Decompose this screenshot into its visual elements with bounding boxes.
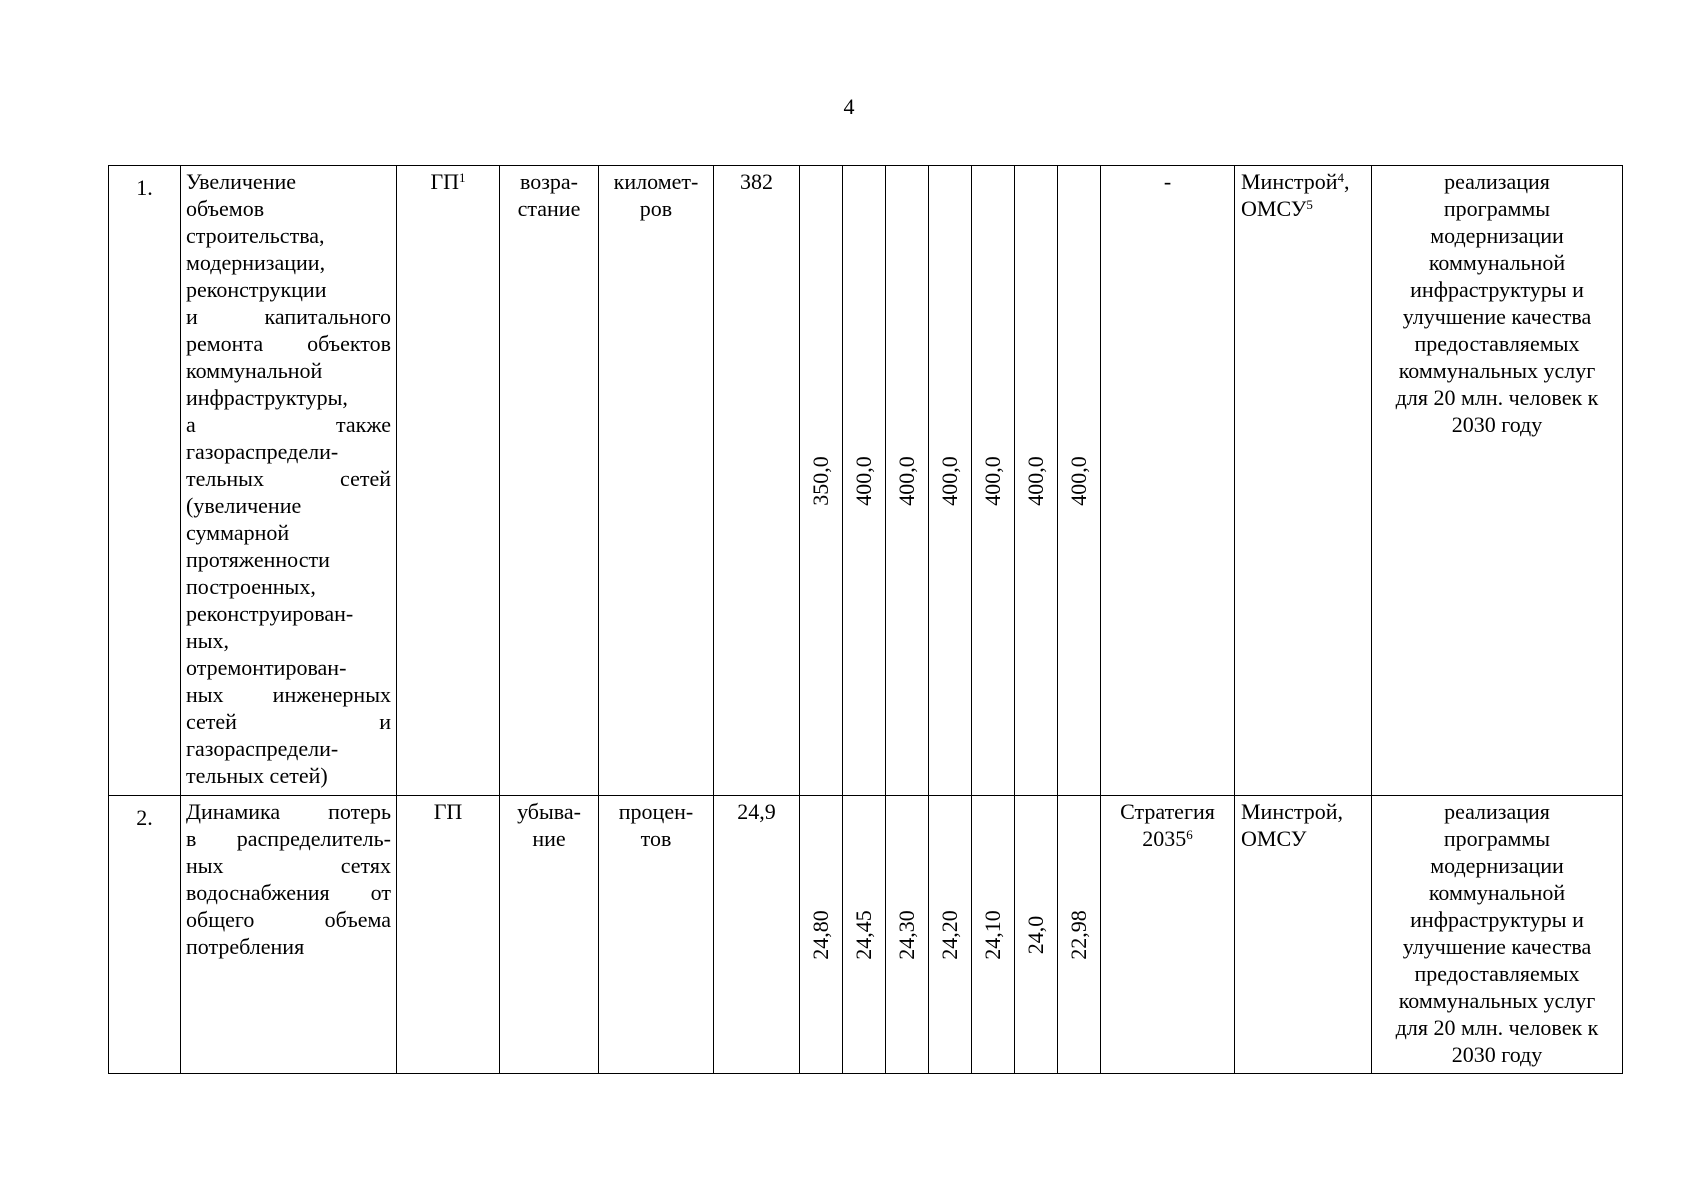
result-cell: [1372, 796, 1623, 1074]
base-value: 24,9: [737, 799, 776, 824]
result-line: модернизации: [1430, 853, 1564, 878]
base-value-cell: [714, 166, 800, 796]
indicator-name-word: и: [186, 304, 198, 329]
result-line: 2030 году: [1451, 412, 1543, 437]
indicator-name-word: общего: [186, 907, 255, 932]
indicator-name-word: протяженности: [186, 547, 330, 572]
direction-cell: [500, 796, 599, 1074]
indicator-name-word: а: [186, 412, 196, 437]
indicator-name-line: [186, 681, 391, 708]
responsible: [1235, 166, 1371, 222]
unit-line: процен-: [618, 799, 694, 824]
indicator-name-word: газораспредели-: [186, 736, 339, 761]
document-cell: [1101, 166, 1235, 796]
indicator-name-word: потерь: [328, 799, 391, 824]
document-line: Стратегия: [1120, 799, 1215, 824]
year-value: 24,30: [894, 909, 919, 960]
year-value: 400,0: [1023, 455, 1048, 506]
indicator-name-word: водоснабжения: [186, 880, 330, 905]
separator: ,: [1337, 799, 1344, 824]
indicator-name-word: объема: [324, 907, 391, 932]
responsible-name: Минстрой: [1241, 799, 1338, 824]
indicator-name-word: от: [370, 880, 391, 905]
indicators-table: [108, 165, 1623, 1074]
result-line: предоставляемых: [1414, 331, 1580, 356]
year-value-cell: [929, 166, 972, 796]
indicator-name-word: и: [379, 709, 391, 734]
indicator-type: [397, 166, 499, 195]
year-value: 24,80: [808, 909, 833, 960]
year-value-cell: [886, 166, 929, 796]
indicator-name-word: коммунальной: [186, 358, 323, 383]
indicator-name-line: [186, 330, 391, 357]
responsible-name: Минстрой: [1241, 169, 1338, 194]
unit-line: километ-: [613, 169, 699, 194]
page-number: 4: [843, 94, 855, 119]
indicator-name-word: распределитель-: [236, 826, 391, 851]
indicator-type: [397, 796, 499, 825]
year-value: 22,98: [1066, 909, 1091, 960]
result-line: коммунальной: [1428, 880, 1566, 905]
expected-result: [1372, 796, 1622, 1068]
row-number: 1.: [136, 175, 153, 200]
result-line: программы: [1443, 196, 1551, 221]
result-line: улучшение качества: [1402, 934, 1592, 959]
indicator-name-word: реконструкции: [186, 277, 327, 302]
responsible-name: ОМСУ: [1241, 196, 1307, 221]
direction: [500, 166, 598, 222]
result-line: для 20 млн. человек к: [1395, 1015, 1599, 1040]
indicator-name-word: Увеличение: [186, 169, 297, 194]
indicator-name-word: ных: [186, 682, 224, 707]
indicator-type-text: ГП: [433, 799, 463, 824]
indicator-name-word: газораспредели-: [186, 439, 339, 464]
result-line: предоставляемых: [1414, 961, 1580, 986]
indicator-name-word: потребления: [186, 934, 305, 959]
direction: [500, 796, 598, 852]
indicator-name-word: в: [186, 826, 197, 851]
footnote-ref: 5: [1306, 197, 1313, 212]
unit-cell: [599, 796, 714, 1074]
direction-line: убыва-: [517, 799, 581, 824]
indicator-name-cell: [181, 796, 397, 1074]
indicator-name-word: реконструирован-: [186, 601, 354, 626]
indicator-name-word: сетей: [340, 466, 391, 491]
indicator-type-cell: [397, 166, 500, 796]
indicator-name-word: сетях: [340, 853, 391, 878]
year-value-cell: [972, 796, 1015, 1074]
result-line: коммунальных услуг: [1398, 988, 1596, 1013]
year-value: 400,0: [894, 455, 919, 506]
result-line: улучшение качества: [1402, 304, 1592, 329]
unit: [599, 796, 713, 852]
unit: [599, 166, 713, 222]
unit-line: тов: [640, 826, 672, 851]
responsible-cell: [1235, 796, 1372, 1074]
year-value: 24,20: [937, 909, 962, 960]
indicator-name: [181, 796, 396, 962]
indicator-name-word: построенных,: [186, 574, 316, 599]
indicator-name-line: [186, 906, 391, 933]
expected-result: [1372, 166, 1622, 438]
unit-line: ров: [639, 196, 673, 221]
indicator-name-line: [186, 825, 391, 852]
direction-line: ние: [532, 826, 566, 851]
year-value: 400,0: [937, 455, 962, 506]
direction-line: возра-: [519, 169, 579, 194]
indicator-name-line: [186, 852, 391, 879]
indicator-name-word: отремонтирован-: [186, 655, 347, 680]
indicator-name-word: тельных: [186, 466, 264, 491]
year-value: 24,10: [980, 909, 1005, 960]
indicator-name-word: модернизации,: [186, 250, 326, 275]
indicator-name-line: [186, 465, 391, 492]
responsible: [1235, 796, 1371, 852]
year-value-cell: [972, 166, 1015, 796]
year-value: 400,0: [980, 455, 1005, 506]
table-row: [109, 796, 1623, 1074]
table-row: [109, 166, 1623, 796]
result-line: реализация: [1444, 799, 1550, 824]
unit-cell: [599, 166, 714, 796]
indicator-type-cell: [397, 796, 500, 1074]
indicator-name-word: инженерных: [272, 682, 391, 707]
result-line: программы: [1443, 826, 1551, 851]
indicator-type-text: ГП: [430, 169, 460, 194]
result-line: для 20 млн. человек к: [1395, 385, 1599, 410]
result-line: коммунальной: [1428, 250, 1566, 275]
document-line: 2035: [1142, 826, 1187, 851]
indicator-name-word: ремонта: [186, 331, 264, 356]
base-value: 382: [740, 169, 773, 194]
indicator-name-line: [186, 879, 391, 906]
indicator-name-word: объемов: [186, 196, 265, 221]
base-value-cell: [714, 796, 800, 1074]
result-line: инфраструктуры и: [1410, 277, 1584, 302]
indicator-name-word: тельных сетей): [186, 763, 328, 788]
year-value-cell: [1058, 166, 1101, 796]
year-value: 400,0: [1066, 455, 1091, 506]
responsible-cell: [1235, 166, 1372, 796]
indicator-name-line: [186, 411, 391, 438]
row-number-cell: [109, 796, 181, 1074]
year-value-cell: [800, 796, 843, 1074]
document: -: [1163, 169, 1172, 194]
indicator-name-word: (увеличение: [186, 493, 302, 518]
indicator-name-word: строительства,: [186, 223, 325, 248]
footnote-ref: 6: [1186, 827, 1193, 842]
result-line: реализация: [1444, 169, 1550, 194]
year-value: 24,45: [851, 909, 876, 960]
indicator-name-line: [186, 798, 391, 825]
year-value-cell: [800, 166, 843, 796]
year-value-cell: [1015, 796, 1058, 1074]
year-value: 400,0: [851, 455, 876, 506]
indicator-name-word: инфраструктуры,: [186, 385, 348, 410]
document-cell: [1101, 796, 1235, 1074]
separator: ,: [1344, 169, 1350, 194]
result-cell: [1372, 166, 1623, 796]
year-value-cell: [886, 796, 929, 1074]
year-value-cell: [1058, 796, 1101, 1074]
result-line: 2030 году: [1451, 1042, 1543, 1067]
indicator-name-word: сетей: [186, 709, 237, 734]
indicator-name-line: [186, 708, 391, 735]
row-number-cell: [109, 166, 181, 796]
footnote-ref: 1: [459, 170, 466, 185]
indicator-name-word: Динамика: [186, 799, 281, 824]
year-value: 350,0: [808, 455, 833, 506]
direction-cell: [500, 166, 599, 796]
result-line: коммунальных услуг: [1398, 358, 1596, 383]
result-line: модернизации: [1430, 223, 1564, 248]
indicator-name-word: суммарной: [186, 520, 290, 545]
row-number: 2.: [136, 805, 153, 830]
footnote-ref: 4: [1337, 170, 1345, 185]
year-value-cell: [1015, 166, 1058, 796]
indicator-name: [181, 166, 396, 791]
indicator-name-word: объектов: [307, 331, 391, 356]
result-line: инфраструктуры и: [1410, 907, 1584, 932]
indicator-name-word: также: [335, 412, 391, 437]
indicator-name-line: [186, 303, 391, 330]
indicator-name-cell: [181, 166, 397, 796]
year-value: 24,0: [1023, 915, 1048, 954]
direction-line: стание: [517, 196, 581, 221]
indicator-name-word: ных,: [186, 628, 230, 653]
year-value-cell: [929, 796, 972, 1074]
indicator-name-word: капитального: [264, 304, 391, 329]
year-value-cell: [843, 166, 886, 796]
responsible-name: ОМСУ: [1241, 826, 1307, 851]
document: [1101, 796, 1234, 852]
indicator-name-word: ных: [186, 853, 224, 878]
year-value-cell: [843, 796, 886, 1074]
